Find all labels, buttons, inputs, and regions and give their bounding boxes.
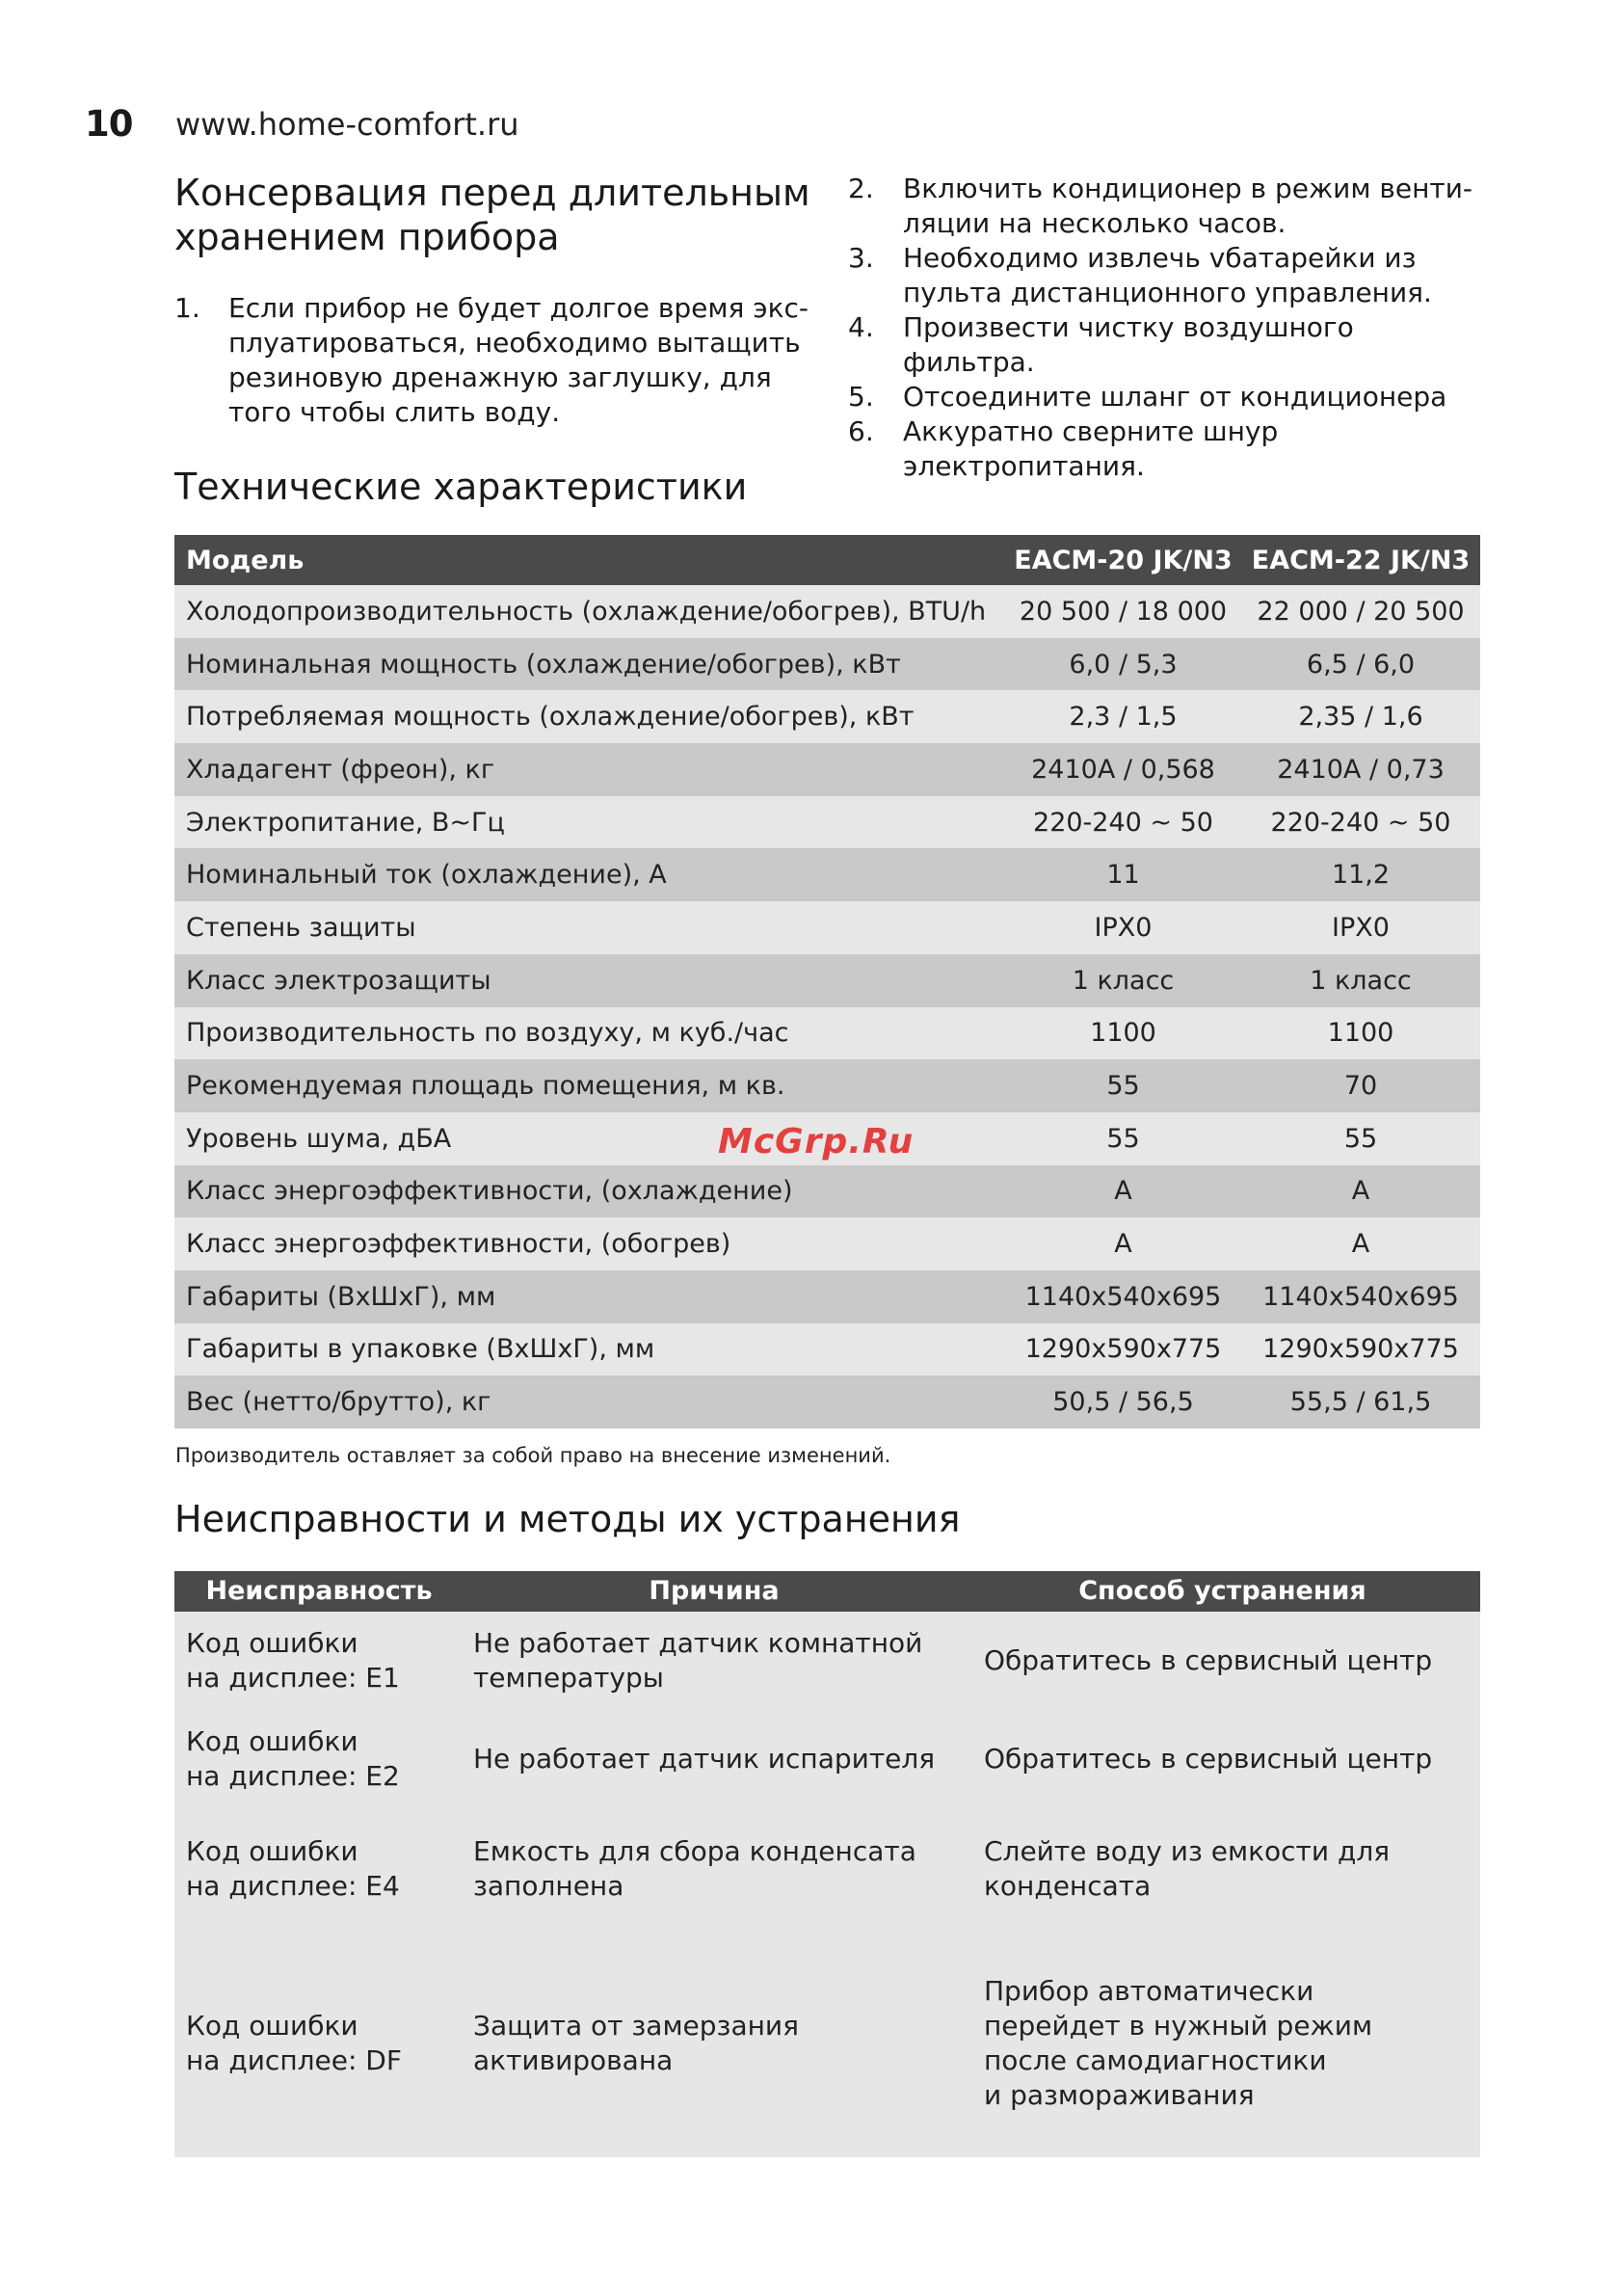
spec-label: Габариты (ВxШxГ), мм — [174, 1270, 1005, 1323]
spec-value-b: 2,35 / 1,6 — [1241, 690, 1480, 743]
header-model-b: EACM-22 JK/N3 — [1241, 535, 1480, 585]
spec-label: Электропитание, В~Гц — [174, 796, 1005, 849]
spec-value-a: 2,3 / 1,5 — [1005, 690, 1241, 743]
spec-row — [174, 901, 1480, 954]
spec-value-a: 1140x540x695 — [1005, 1270, 1241, 1323]
item-line: Если прибор не будет долгое время экс- — [228, 292, 809, 324]
spec-label: Номинальная мощность (охлаждение/обогрев), кВт — [174, 638, 1005, 691]
spec-value-b: 55,5 / 61,5 — [1241, 1375, 1480, 1428]
spec-value-a: 55 — [1005, 1059, 1241, 1112]
item-line: Отсоедините шланг от кондиционера — [903, 381, 1447, 413]
spec-value-b: A — [1241, 1165, 1480, 1218]
storage-item-5 — [848, 380, 1484, 414]
spec-label: Уровень шума, дБА — [174, 1112, 1005, 1165]
fault-fix-line: после самодиагностики — [984, 2044, 1327, 2076]
header-cause: Причина — [464, 1571, 965, 1612]
header-fault: Неисправность — [174, 1571, 464, 1612]
spec-value-b: 6,5 / 6,0 — [1241, 638, 1480, 691]
faults-header-row — [174, 1571, 1480, 1612]
watermark: McGrp.Ru — [718, 1122, 915, 1161]
spec-row — [174, 796, 1480, 849]
item-number: 3. — [848, 242, 874, 274]
spec-value-b: 55 — [1241, 1112, 1480, 1165]
spec-label: Класс энергоэффективности, (обогрев) — [174, 1217, 1005, 1270]
spec-value-b: 70 — [1241, 1059, 1480, 1112]
fault-cause-line: активирована — [473, 2044, 674, 2076]
item-number: 5. — [848, 381, 874, 413]
spec-value-b: 2410А / 0,73 — [1241, 743, 1480, 796]
fault-fault-line: Код ошибки — [186, 2010, 358, 2042]
storage-item-6 — [848, 414, 1484, 484]
spec-value-a: IPX0 — [1005, 901, 1241, 954]
fault-cause-line: температуры — [473, 1662, 664, 1694]
fault-cause-cell — [464, 1808, 965, 1930]
header-model: Модель — [174, 535, 1005, 585]
item-line: Включить кондиционер в режим венти- — [903, 173, 1473, 204]
header-model-a: EACM-20 JK/N3 — [1005, 535, 1241, 585]
spec-value-b: 22 000 / 20 500 — [1241, 585, 1480, 638]
fault-row — [174, 1930, 1480, 2157]
item-line: Необходимо извлечь vбатарейки из — [903, 242, 1417, 274]
spec-value-a: 50,5 / 56,5 — [1005, 1375, 1241, 1428]
fault-fault-line: Код ошибки — [186, 1835, 358, 1867]
spec-row — [174, 954, 1480, 1007]
spec-label: Хладагент (фреон), кг — [174, 743, 1005, 796]
spec-label: Холодопроизводительность (охлаждение/обогрев), BTU/h — [174, 585, 1005, 638]
spec-row — [174, 585, 1480, 638]
storage-title-line2: хранением прибора — [174, 216, 560, 258]
spec-row — [174, 743, 1480, 796]
spec-label: Производительность по воздуху, м куб./час — [174, 1007, 1005, 1060]
fault-fix-line: Обратитесь в сервисный центр — [984, 1644, 1433, 1676]
site-url[interactable]: www.home-comfort.ru — [175, 106, 519, 143]
fault-fix-line: Прибор автоматически — [984, 1975, 1314, 2007]
spec-label: Вес (нетто/брутто), кг — [174, 1375, 1005, 1428]
fault-fix-cell — [965, 1612, 1480, 1710]
header-fix: Способ устранения — [965, 1571, 1480, 1612]
item-line: того чтобы слить воду. — [228, 396, 561, 428]
fault-fault-line: на дисплее: E1 — [186, 1662, 400, 1694]
spec-row — [174, 690, 1480, 743]
fault-fix-line: Обратитесь в сервисный центр — [984, 1743, 1433, 1775]
spec-row — [174, 1165, 1480, 1218]
item-number: 2. — [848, 173, 874, 204]
storage-item-3 — [848, 241, 1484, 310]
fault-cause-line: Не работает датчик испарителя — [473, 1743, 936, 1775]
spec-value-b: 220-240 ~ 50 — [1241, 796, 1480, 849]
spec-value-a: 1290x590x775 — [1005, 1323, 1241, 1376]
fault-cause-cell — [464, 1612, 965, 1710]
spec-value-a: A — [1005, 1217, 1241, 1270]
spec-value-a: 11 — [1005, 848, 1241, 901]
fault-row — [174, 1612, 1480, 1710]
fault-cause-line: Емкость для сбора конденсата — [473, 1835, 916, 1867]
item-number: 4. — [848, 311, 874, 343]
faults-table — [174, 1571, 1480, 2157]
item-line: резиновую дренажную заглушку, для — [228, 361, 772, 393]
specs-body — [174, 585, 1480, 1428]
spec-value-b: 1 класс — [1241, 954, 1480, 1007]
storage-list-left — [174, 291, 810, 430]
spec-value-a: 220-240 ~ 50 — [1005, 796, 1241, 849]
spec-row — [174, 848, 1480, 901]
fault-cause-cell — [464, 1710, 965, 1808]
spec-row — [174, 1270, 1480, 1323]
item-number: 1. — [174, 292, 200, 324]
spec-value-a: 1100 — [1005, 1007, 1241, 1060]
spec-label: Потребляемая мощность (охлаждение/обогрев), кВт — [174, 690, 1005, 743]
item-line: Произвести чистку воздушного фильтра. — [903, 311, 1354, 378]
spec-value-b: 11,2 — [1241, 848, 1480, 901]
spec-value-b: A — [1241, 1217, 1480, 1270]
spec-value-b: IPX0 — [1241, 901, 1480, 954]
page-number: 10 — [85, 103, 133, 145]
fault-fault-line: на дисплее: DF — [186, 2044, 402, 2076]
fault-fault-line: Код ошибки — [186, 1627, 358, 1659]
item-line: ляции на несколько часов. — [903, 207, 1286, 239]
spec-row — [174, 1059, 1480, 1112]
storage-item-1 — [174, 291, 810, 430]
fault-fix-cell — [965, 1930, 1480, 2157]
item-line: Аккуратно сверните шнур электропитания. — [903, 415, 1279, 482]
storage-title — [174, 171, 810, 259]
specs-footnote: Производитель оставляет за собой право на внесение изменений. — [175, 1444, 891, 1467]
fault-fault-cell — [174, 1710, 464, 1808]
fault-fault-cell — [174, 1612, 464, 1710]
fault-fix-cell — [965, 1710, 1480, 1808]
faults-title: Неисправности и методы их устранения — [174, 1498, 961, 1540]
storage-item-4 — [848, 310, 1484, 380]
fault-fault-cell — [174, 1808, 464, 1930]
spec-row — [174, 1217, 1480, 1270]
storage-item-2 — [848, 172, 1484, 241]
spec-row — [174, 1375, 1480, 1428]
storage-title-line1: Консервация перед длительным — [174, 172, 810, 214]
spec-value-a: 20 500 / 18 000 — [1005, 585, 1241, 638]
fault-cause-line: Защита от замерзания — [473, 2010, 799, 2042]
fault-fault-line: на дисплее: E4 — [186, 1870, 400, 1902]
fault-fix-line: Слейте воду из емкости для — [984, 1835, 1391, 1867]
spec-value-a: 6,0 / 5,3 — [1005, 638, 1241, 691]
spec-label: Класс электрозащиты — [174, 954, 1005, 1007]
fault-fix-line: перейдет в нужный режим — [984, 2010, 1373, 2042]
spec-label: Степень защиты — [174, 901, 1005, 954]
fault-fault-cell — [174, 1930, 464, 2157]
spec-label: Габариты в упаковке (ВxШxГ), мм — [174, 1323, 1005, 1376]
fault-fix-line: и размораживания — [984, 2079, 1255, 2111]
specs-header-row — [174, 535, 1480, 585]
fault-cause-line: Не работает датчик комнатной — [473, 1627, 923, 1659]
specs-title: Технические характеристики — [174, 466, 748, 508]
item-line: пульта дистанционного управления. — [903, 277, 1432, 308]
spec-row — [174, 1007, 1480, 1060]
fault-fault-line: Код ошибки — [186, 1725, 358, 1757]
spec-value-a: A — [1005, 1165, 1241, 1218]
spec-label: Класс энергоэффективности, (охлаждение) — [174, 1165, 1005, 1218]
spec-value-b: 1140x540x695 — [1241, 1270, 1480, 1323]
spec-row — [174, 1323, 1480, 1376]
spec-value-b: 1290x590x775 — [1241, 1323, 1480, 1376]
item-number: 6. — [848, 415, 874, 447]
spec-label: Номинальный ток (охлаждение), А — [174, 848, 1005, 901]
fault-row — [174, 1710, 1480, 1808]
spec-value-a: 2410А / 0,568 — [1005, 743, 1241, 796]
fault-fix-line: конденсата — [984, 1870, 1152, 1902]
spec-value-a: 55 — [1005, 1112, 1241, 1165]
fault-fix-cell — [965, 1808, 1480, 1930]
fault-cause-line: заполнена — [473, 1870, 624, 1902]
storage-list-right — [848, 172, 1484, 484]
spec-row — [174, 638, 1480, 691]
fault-fault-line: на дисплее: E2 — [186, 1760, 400, 1792]
fault-cause-cell — [464, 1930, 965, 2157]
faults-body — [174, 1612, 1480, 2157]
spec-label: Рекомендуемая площадь помещения, м кв. — [174, 1059, 1005, 1112]
item-line: плуатироваться, необходимо вытащить — [228, 327, 801, 359]
fault-row — [174, 1808, 1480, 1930]
spec-value-a: 1 класс — [1005, 954, 1241, 1007]
spec-value-b: 1100 — [1241, 1007, 1480, 1060]
specs-table — [174, 535, 1480, 1428]
